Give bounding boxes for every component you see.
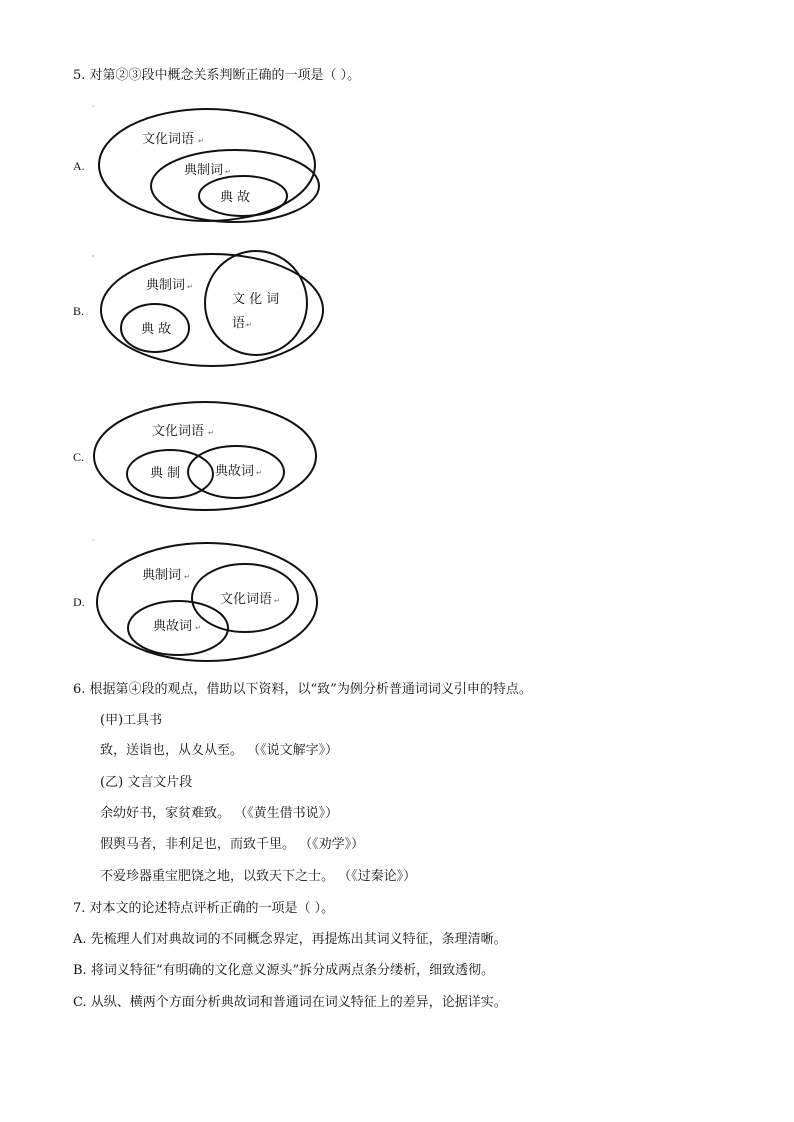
q6-material-line: (甲)工具书 [100,713,163,728]
option-b-letter: B. [73,304,85,318]
question-5-stem: 5. 对第②③段中概念关系判断正确的一项是（ ）。 [73,68,361,83]
return-mark: ↵ [195,624,201,632]
q6-material-line: (乙) 文言文片段 [100,775,193,790]
return-mark: ↵ [274,597,280,605]
label-inner: 典 故 [220,190,251,205]
return-mark: ↵ [198,137,204,145]
q7-option-c: C. 从纵、横两个方面分析典故词和普通词在词义特征上的差异，论据详实。 [73,995,507,1010]
middle-ellipse [151,150,319,222]
label-outer: 文化词语 [152,424,205,439]
label-middle: 典制词 [184,163,224,178]
label-left: 典制词 [146,278,186,293]
margin-mark: ' [92,254,95,263]
label-left: 典 制 [150,466,181,481]
option-a-letter: A. [73,159,85,173]
option-a-diagram [90,100,330,234]
label-right-line2: 语 [232,316,246,331]
question-7-stem: 7. 对本文的论述特点评析正确的一项是（ ）。 [73,901,335,916]
label-right: 文化词语 [220,592,273,607]
label-outer: 典制词 [142,568,182,583]
option-d-letter: D. [73,595,85,609]
margin-mark: ' [92,538,95,547]
label-right-line1: 文 化 词 [232,292,280,307]
option-b-diagram [90,245,330,379]
outer-ellipse [94,402,316,510]
outer-ellipse [97,543,317,661]
option-c-letter: C. [73,450,85,464]
q7-option-a: A. 先梳理人们对典故词的不同概念界定，再提炼出其词义特征，条理清晰。 [73,932,507,947]
q6-material-line: 致，送诣也，从夊从至。 （《说文解字》） [100,743,339,758]
return-mark: ↵ [246,321,252,329]
label-left: 典故词 [153,619,193,634]
label-left-inner: 典 故 [141,322,172,337]
return-mark: ↵ [208,429,214,437]
return-mark: ↵ [187,283,193,291]
q6-material-line: 假舆马者，非利足也，而致千里。 （《劝学》） [100,837,365,852]
question-6-stem: 6. 根据第④段的观点，借助以下资料，以“致”为例分析普通词词义引申的特点。 [73,682,532,697]
option-d-diagram [90,540,330,674]
label-right: 典故词 [215,464,255,479]
return-mark: ↵ [256,469,262,477]
q6-material-line: 余幼好书，家贫难致。 （《黄生借书说》） [100,806,339,821]
label-outer: 文化词语 [142,132,195,147]
return-mark: ↵ [225,168,231,176]
return-mark: ↵ [184,573,190,581]
margin-mark: ' [92,104,95,113]
option-c-diagram [90,395,330,529]
q7-option-b: B. 将词义特征“有明确的文化意义源头”拆分成两点条分缕析，细致透彻。 [73,963,495,978]
q6-material-line: 不爱珍器重宝肥饶之地，以致天下之士。 （《过秦论》） [100,869,417,884]
